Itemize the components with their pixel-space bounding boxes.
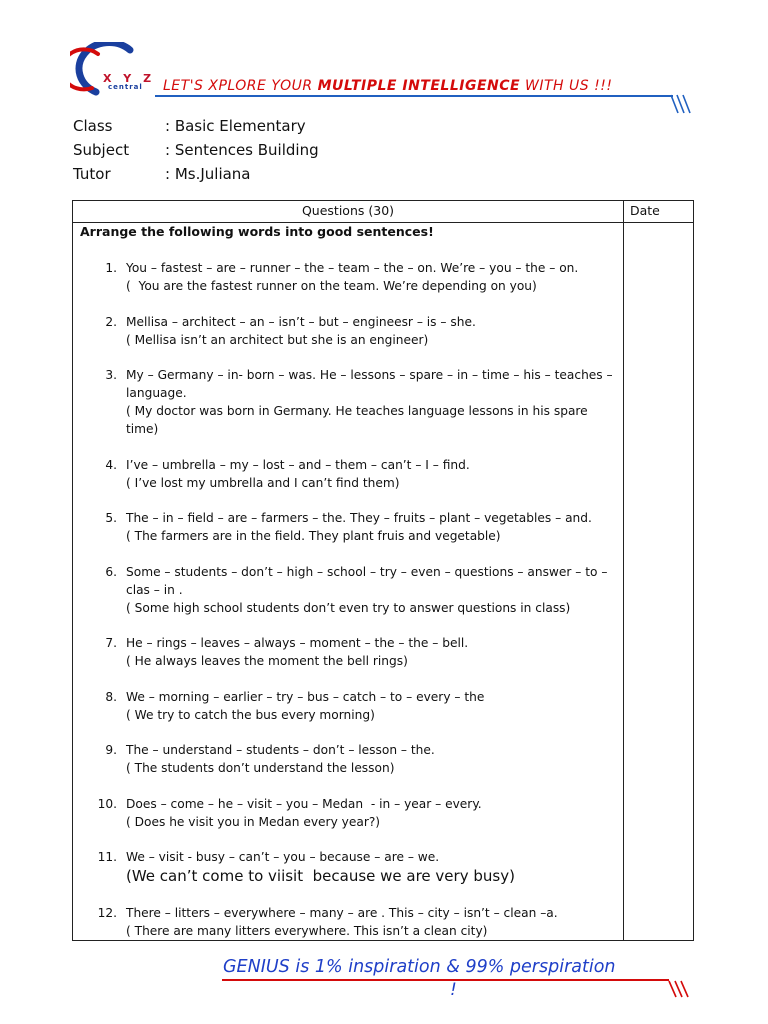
footer-quote: GENIUS is 1% inspiration & 99% perspiration xyxy=(223,957,616,977)
question-item xyxy=(73,741,623,777)
header-row-divider xyxy=(73,222,693,223)
footer-exclamation: ! xyxy=(450,980,457,1000)
question-answer: ( He always leaves the moment the bell rings) xyxy=(126,654,408,668)
question-words: Does – come – he – visit – you – Medan - in – year – every. xyxy=(126,796,482,811)
slogan-start: LET'S XPLORE YOUR xyxy=(163,78,318,94)
questions-header: Questions (30) xyxy=(301,203,395,218)
question-item xyxy=(73,634,623,670)
header-rule xyxy=(155,95,673,97)
subject-value: : Sentences Building xyxy=(165,141,319,159)
header-slogan xyxy=(163,78,612,94)
question-answer: ( Does he visit you in Medan every year?) xyxy=(126,814,381,829)
logo-subtitle: central xyxy=(108,83,143,91)
question-item xyxy=(73,259,623,295)
question-answer: ( My doctor was born in Germany. He teaches language lessons in his spare time) xyxy=(126,404,592,436)
question-words: You – fastest – are – runner – the – team – the – on. We’re – you – the – on. xyxy=(126,261,579,275)
question-answer: ( The farmers are in the field. They plant fruis and vegetable) xyxy=(126,529,501,543)
question-number: 1. xyxy=(105,261,117,275)
question-item xyxy=(73,313,623,349)
question-item xyxy=(73,509,623,545)
question-words: We – visit - busy – can’t – you – because – are – we. xyxy=(126,850,440,864)
tutor-label: Tutor xyxy=(73,165,111,183)
question-number: 8. xyxy=(105,689,117,704)
question-number: 10. xyxy=(97,796,117,811)
question-words: There – litters – everywhere – many – are . This – city – isn’t – clean –a. xyxy=(126,905,558,920)
questions-table xyxy=(72,200,694,941)
question-number: 9. xyxy=(105,743,117,757)
question-item xyxy=(73,563,623,617)
question-number: 7. xyxy=(105,636,117,650)
subject-label: Subject xyxy=(73,141,130,159)
question-number: 3. xyxy=(105,368,117,382)
question-answer: ( You are the fastest runner on the team. We’re depending on you) xyxy=(126,279,537,293)
question-number: 5. xyxy=(105,511,117,525)
class-label: Class xyxy=(73,117,113,135)
question-number: 2. xyxy=(105,314,117,329)
question-words: Mellisa – architect – an – isn’t – but – engineesr – is – she. xyxy=(126,314,476,329)
question-list xyxy=(73,259,623,957)
question-words: He – rings – leaves – always – moment – the – the – bell. xyxy=(126,636,469,650)
question-number: 11. xyxy=(97,850,117,864)
question-words: I’ve – umbrella – my – lost – and – them – can’t – I – find. xyxy=(126,457,470,472)
question-item xyxy=(73,366,623,438)
column-divider xyxy=(623,201,624,940)
header-slashes-icon xyxy=(668,92,694,116)
question-words: My – Germany – in- born – was. He – lessons – spare – in – time – his – teaches – language. xyxy=(126,368,617,400)
instruction-text: Arrange the following words into good sentences! xyxy=(80,224,434,239)
tutor-value: : Ms.Juliana xyxy=(165,165,251,183)
footer-slashes-icon xyxy=(666,978,694,1000)
question-item xyxy=(73,456,623,492)
footer-rule xyxy=(222,979,669,981)
question-item xyxy=(73,688,623,724)
logo-letters: X Y Z xyxy=(103,72,156,85)
question-item xyxy=(73,848,623,886)
question-answer: ( Mellisa isn’t an architect but she is an engineer) xyxy=(126,332,429,347)
slogan-end: WITH US !!! xyxy=(520,78,613,94)
question-number: 12. xyxy=(97,905,117,920)
question-answer: ( Some high school students don’t even try to answer questions in class) xyxy=(126,600,571,615)
class-value: : Basic Elementary xyxy=(165,117,306,135)
question-words: The – understand – students – don’t – lesson – the. xyxy=(126,743,435,757)
question-words: The – in – field – are – farmers – the. They – fruits – plant – vegetables – and. xyxy=(126,511,592,525)
question-number: 6. xyxy=(105,564,117,579)
question-answer: ( We try to catch the bus every morning) xyxy=(126,707,375,722)
slogan-bold: MULTIPLE INTELLIGENCE xyxy=(317,78,521,94)
question-words: Some – students – don’t – high – school – try – even – questions – answer – to – clas – in . xyxy=(126,564,612,597)
question-item xyxy=(73,795,623,831)
question-answer: ( The students don’t understand the lesson) xyxy=(126,761,395,775)
question-answer: ( I’ve lost my umbrella and I can’t find them) xyxy=(126,475,400,490)
question-answer: (We can’t come to viisit because we are very busy) xyxy=(126,867,515,885)
question-words: We – morning – earlier – try – bus – catch – to – every – the xyxy=(126,689,485,704)
date-header: Date xyxy=(630,203,660,218)
question-item xyxy=(73,904,623,940)
question-number: 4. xyxy=(105,457,117,472)
question-answer: ( There are many litters everywhere. This isn’t a clean city) xyxy=(126,923,488,938)
